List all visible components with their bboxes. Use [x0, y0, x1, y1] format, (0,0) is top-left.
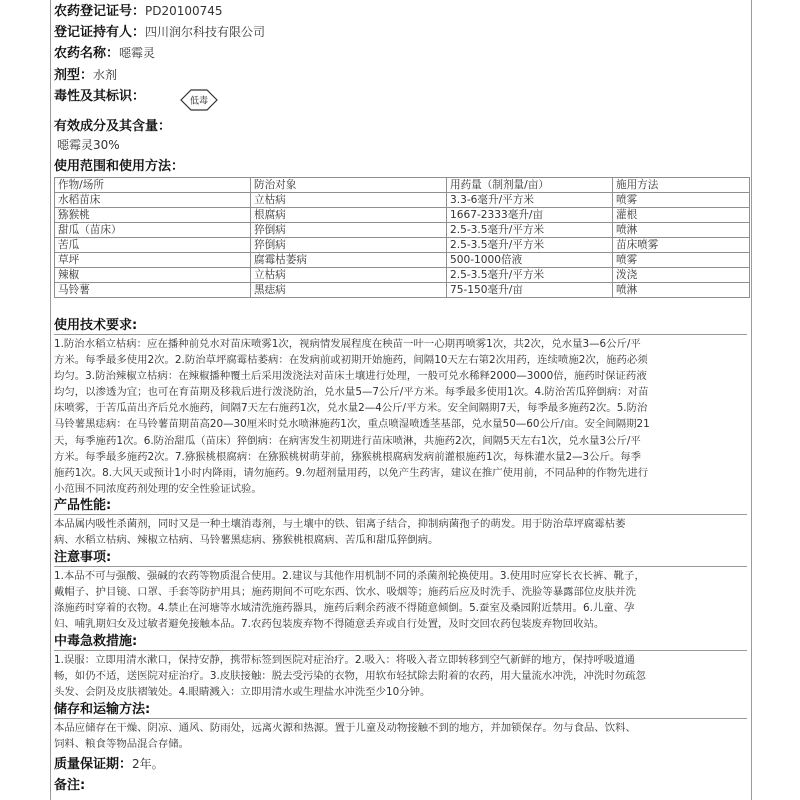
- table-row: [55, 283, 750, 298]
- performance-line: 本品属内吸性杀菌剂，同时又是一种土壤消毒剂，与土壤中的铁、铝离子结合，抑制病菌孢子的萌发。用于防治草坪腐霉枯萎: [54, 518, 626, 530]
- pesticide-name-row: [54, 45, 748, 62]
- formulation-value: 水剂: [93, 68, 118, 82]
- technique-line: 小范围不同浓度药剂处理的安全性验证试验。: [54, 482, 262, 495]
- notes-paragraph: [54, 566, 747, 632]
- technique-paragraph: [54, 334, 747, 497]
- technique-line: 均匀。3.防治辣椒立枯病：在辣椒播种覆土后采用泼浇法对苗床土壤进行处理，一般可兑水稀释2000—3000倍，施药时保证药液: [54, 370, 647, 383]
- performance-title: 产品性能:: [54, 498, 112, 513]
- toxicity-row: [54, 88, 748, 105]
- technique-line: 方米。每季最多施药2次。7.猕猴桃根腐病：在猕猴桃树萌芽前，猕猴桃根腐病发病前灌根施药1次，每株灌水量2—3公斤。每季: [54, 450, 642, 463]
- cell-dosage: 2.5-3.5毫升/平方米: [447, 268, 613, 283]
- registration-holder-label: 登记证持有人：: [54, 25, 146, 40]
- technique-line: 均匀，以渗透为宜；也可在育苗期及移栽后进行泼浇防治，兑水量5—7公斤/平方米。每季最多使用1次。4.防治苦瓜猝倒病：对苗: [54, 386, 649, 399]
- formulation-row: [54, 67, 748, 84]
- notes-line: 涤施药时穿着的衣物。4.禁止在河塘等水域清洗施药器具，施药后剩余药液不得随意倾倒。5.蚕室及桑园附近禁用。6.儿童、孕: [54, 602, 635, 615]
- first-aid-title: 中毒急救措施:: [54, 634, 138, 649]
- remarks-title: 备注:: [54, 778, 86, 793]
- technique-title: 使用技术要求:: [54, 318, 138, 333]
- cell-crop: 马铃薯: [55, 283, 251, 298]
- cell-dosage: 500-1000倍液: [447, 253, 613, 268]
- technique-line: 床喷雾，于苦瓜苗出齐后兑水施药，间隔7天左右施药1次，兑水量2—4公斤/平方米。安全间隔期7天，每季最多施药2次。5.防治: [54, 402, 648, 415]
- performance-paragraph: [54, 514, 747, 548]
- notes-title: 注意事项:: [54, 550, 112, 565]
- first-aid-line: 畅，如仍不适，送医院对症治疗。3.皮肤接触：脱去受污染的衣物，用软布轻拭除去附着的农药，用大量流水冲洗，冲洗时勿疏忽: [54, 670, 646, 683]
- pesticide-name-value: 噁霉灵: [119, 46, 156, 60]
- toxicity-badge-text: 低毒: [189, 96, 209, 107]
- notes-line: 妇、哺乳期妇女及过敏者避免接触本品。7.农药包装废弃物不得随意丢弃或自行处置，及时交回农药包装废弃物回收站。: [54, 618, 605, 631]
- header-method: 施用方法: [613, 178, 750, 193]
- ingredient-content: 噁霉灵30%: [57, 138, 120, 152]
- storage-paragraph: [54, 718, 747, 752]
- registration-holder-value: 四川润尔科技有限公司: [145, 25, 266, 39]
- cell-target: 猝倒病: [251, 238, 447, 253]
- first-aid-line: 1.误服：立即用清水漱口，保持安静，携带标签到医院对症治疗。2.吸入：将吸入者立即转移到空气新鲜的地方，保持呼吸道通: [54, 654, 635, 666]
- usage-table-header: [55, 178, 750, 193]
- technique-line: 方米。每季最多使用2次。2.防治草坪腐霉枯萎病：在发病前或初期开始施药，间隔10天左右第2次用药，连续喷施2次，施药必须: [54, 354, 648, 367]
- cell-dosage: 75-150毫升/亩: [447, 283, 613, 298]
- technique-line: 施药1次。8.大风天或预计1小时内降雨，请勿施药。9.勿超剂量用药，以免产生药害，建议在推广使用前，不同品种的作物先进行: [54, 466, 649, 479]
- toxicity-label: 毒性及其标识：: [54, 89, 146, 104]
- shelf-life-label: 质量保证期：: [54, 757, 133, 772]
- ingredients-title: 有效成分及其含量：: [54, 119, 172, 134]
- formulation-label: 剂型：: [54, 68, 94, 83]
- registration-number-label: 农药登记证号：: [54, 4, 146, 19]
- shelf-life-row: [54, 756, 748, 773]
- header-target: 防治对象: [251, 178, 447, 193]
- registration-number-value: PD20100745: [145, 4, 223, 18]
- ingredients-value: [57, 137, 748, 153]
- storage-title: 储存和运输方法:: [54, 702, 151, 717]
- registration-holder-row: [54, 24, 748, 41]
- cell-method: 灌根: [613, 208, 750, 223]
- table-row: [55, 193, 750, 208]
- cell-target: 腐霉枯萎病: [251, 253, 447, 268]
- pesticide-name-label: 农药名称：: [54, 46, 120, 61]
- cell-target: 黑痣病: [251, 283, 447, 298]
- technique-line: 1.防治水稻立枯病：应在播种前兑水对苗床喷雾1次，视病情发展程度在秧苗一叶一心期再喷雾1次，共2次，兑水量3—6公斤/平: [54, 338, 641, 350]
- cell-method: 喷淋: [613, 283, 750, 298]
- usage-title: 使用范围和使用方法：: [54, 159, 185, 174]
- cell-dosage: 2.5-3.5毫升/平方米: [447, 223, 613, 238]
- registration-number-row: [54, 3, 748, 20]
- cell-crop: 草坪: [55, 253, 251, 268]
- cell-method: 喷淋: [613, 223, 750, 238]
- table-row: [55, 223, 750, 238]
- low-toxicity-badge-icon: [179, 88, 219, 112]
- cell-target: 立枯病: [251, 193, 447, 208]
- cell-target: 立枯病: [251, 268, 447, 283]
- cell-crop: 苦瓜: [55, 238, 251, 253]
- cell-dosage: 1667-2333毫升/亩: [447, 208, 613, 223]
- cell-crop: 辣椒: [55, 268, 251, 283]
- header-crop: 作物/场所: [55, 178, 251, 193]
- storage-line: 本品应储存在干燥、阴凉、通风、防雨处，远离火源和热源。置于儿童及动物接触不到的地方，并加锁保存。勿与食品、饮料、: [54, 722, 636, 734]
- technique-line: 天，每季施药1次。6.防治甜瓜（苗床）猝倒病：在病害发生初期进行苗床喷淋，共施药2次，间隔5天左右1次，兑水量3公斤/平: [54, 434, 641, 447]
- cell-crop: 甜瓜（苗床）: [55, 223, 251, 238]
- header-dosage: 用药量（制剂量/亩）: [447, 178, 613, 193]
- notes-line: 1.本品不可与强酸、强碱的农药等物质混合使用。2.建议与其他作用机制不同的杀菌剂轮换使用。3.使用时应穿长衣长裤、靴子，: [54, 570, 645, 582]
- cell-target: 根腐病: [251, 208, 447, 223]
- cell-method: 喷雾: [613, 253, 750, 268]
- shelf-life-value: 2年。: [132, 757, 164, 771]
- table-row: [55, 268, 750, 283]
- cell-crop: 水稻苗床: [55, 193, 251, 208]
- cell-method: 苗床喷雾: [613, 238, 750, 253]
- first-aid-line: 头发、会阴及皮肤褶皱处。4.眼睛溅入：立即用清水或生理盐水冲洗至少10分钟。: [54, 686, 431, 699]
- cell-target: 猝倒病: [251, 223, 447, 238]
- table-row: [55, 238, 750, 253]
- cell-dosage: 2.5-3.5毫升/平方米: [447, 238, 613, 253]
- cell-method: 喷雾: [613, 193, 750, 208]
- table-row: [55, 253, 750, 268]
- storage-line: 饲料、粮食等物品混合存储。: [54, 738, 190, 751]
- notes-line: 戴帽子、护目镜、口罩、手套等防护用具；施药期间不可吃东西、饮水、吸烟等；施药后应及时洗手、洗脸等暴露部位皮肤并洗: [54, 586, 636, 599]
- table-row: [55, 208, 750, 223]
- cell-method: 泼浇: [613, 268, 750, 283]
- label-document: [50, 0, 752, 800]
- performance-line: 病、水稻立枯病、辣椒立枯病、马铃薯黑痣病、猕猴桃根腐病、苦瓜和甜瓜猝倒病。: [54, 534, 439, 547]
- first-aid-paragraph: [54, 650, 747, 700]
- cell-crop: 猕猴桃: [55, 208, 251, 223]
- usage-table: [54, 177, 750, 298]
- technique-line: 马铃薯黑痣病：在马铃薯苗期苗高20—30厘米时兑水喷淋施药1次，重点喷湿喷透茎基部，兑水量50—60公斤/亩。安全间隔期21: [54, 418, 650, 431]
- cell-dosage: 3.3-6毫升/平方米: [447, 193, 613, 208]
